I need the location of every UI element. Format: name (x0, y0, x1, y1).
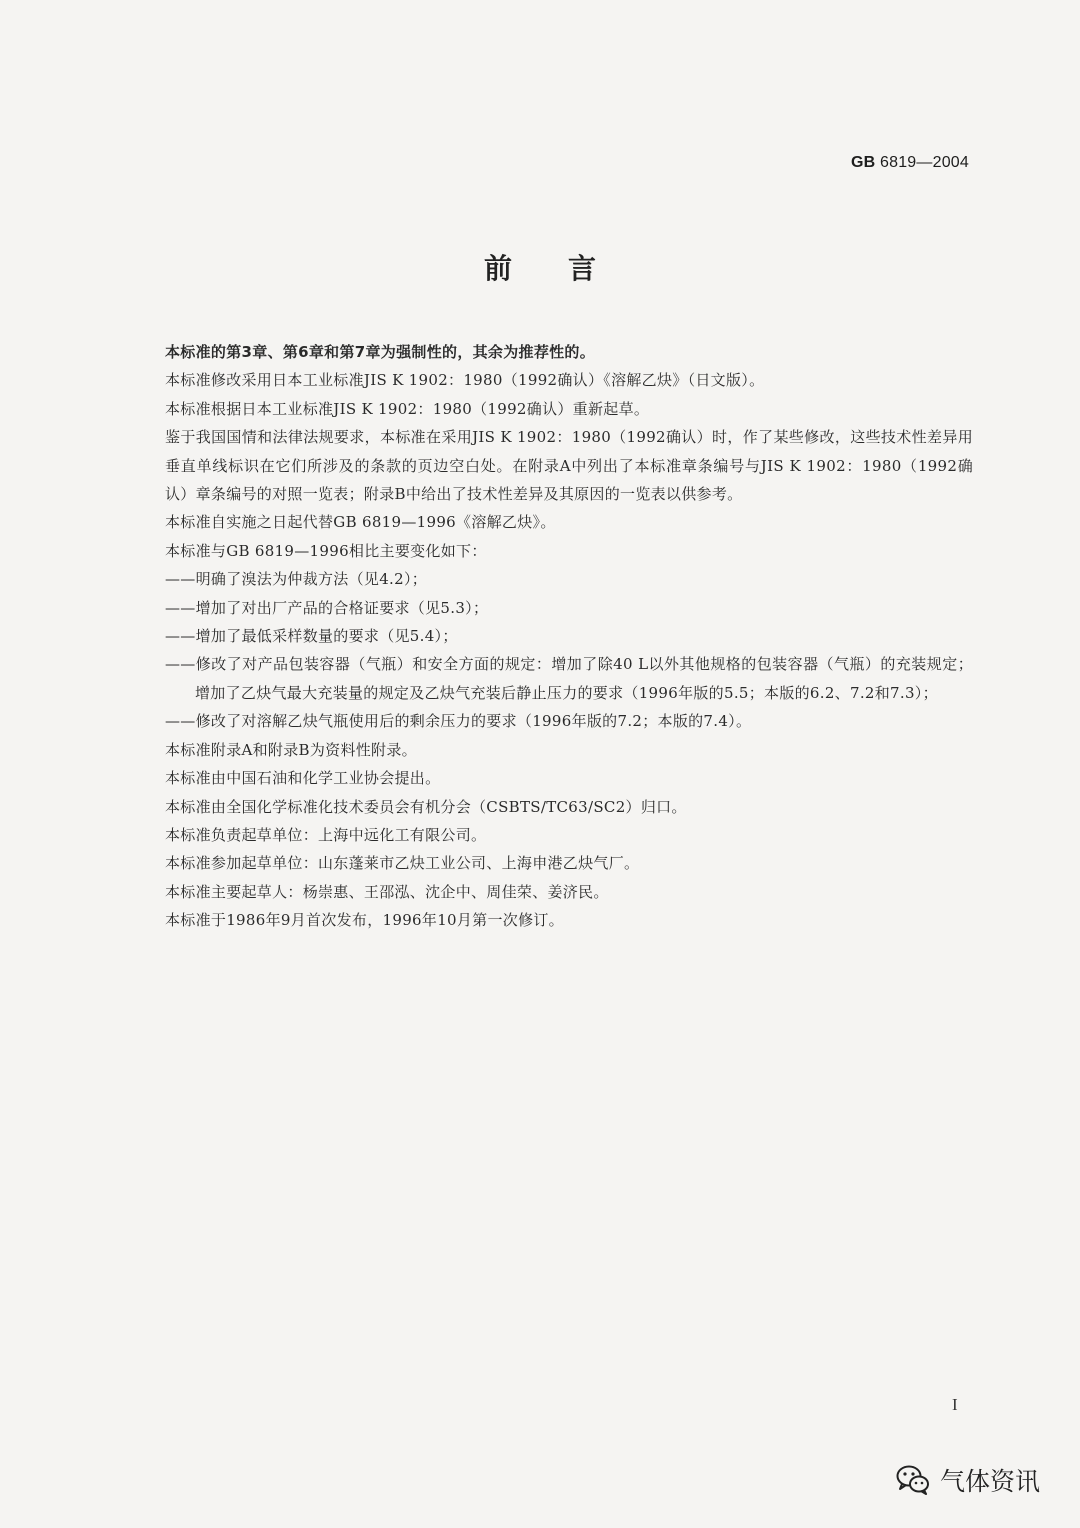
paragraph: 本标准附录A和附录B为资料性附录。 (165, 740, 417, 759)
paragraph: 本标准与GB 6819—1996相比主要变化如下： (165, 541, 487, 560)
standard-prefix: GB (850, 154, 876, 171)
standard-number (851, 154, 969, 172)
paragraph: 本标准主要起草人：杨崇惠、王邵泓、沈企中、周佳荣、姜济民。 (165, 882, 609, 901)
change-list-item: ——增加了最低采样数量的要求（见5.4）； (165, 627, 458, 646)
change-list-item: ——修改了对溶解乙炔气瓶使用后的剩余压力的要求（1996年版的7.2；本版的7.4）。 (165, 712, 752, 731)
page-number: I (952, 1395, 958, 1414)
page-title: 前言 (483, 252, 652, 285)
paragraph: 本标准由全国化学标准化技术委员会有机分会（CSBTS/TC63/SC2）归口。 (165, 797, 687, 816)
paragraph-mandatory-note: 本标准的第3章、第6章和第7章为强制性的，其余为推荐性的。 (165, 343, 596, 361)
change-list-item: ——修改了对产品包装容器（气瓶）和安全方面的规定：增加了除40 L以外其他规格的包装容器（气瓶）的充装规定；增加了乙炔气最大充装量的规定及乙炔气充装后静止压力的要求（1996年版的5.5；本版的6.2、7.2和7.3）； (165, 655, 973, 702)
paragraph: 本标准参加起草单位：山东蓬莱市乙炔工业公司、上海申港乙炔气厂。 (165, 854, 640, 873)
watermark-text: 气体资讯 (940, 1467, 1041, 1496)
foreword-body (165, 338, 973, 935)
paragraph: 本标准自实施之日起代替GB 6819—1996《溶解乙炔》。 (165, 513, 556, 532)
paragraph: 本标准根据日本工业标准JIS K 1902：1980（1992确认）重新起草。 (165, 399, 650, 418)
standard-code: 6819—2004 (880, 154, 969, 171)
paragraph: 鉴于我国国情和法律法规要求，本标准在采用JIS K 1902：1980（1992确认）时，作了某些修改，这些技术性差异用垂直单线标识在它们所涉及的条款的页边空白处。在附录A中列出了本标准章条编号与JIS K 1902：1980（1992确认）章条编号的对照一览表；附录B中给出了技术性差异及其原因的一览表以供参考。 (165, 428, 973, 504)
paragraph: 本标准于1986年9月首次发布，1996年10月第一次修订。 (165, 911, 564, 930)
change-list-item: ——明确了溴法为仲裁方法（见4.2）； (165, 570, 428, 589)
paragraph: 本标准由中国石油和化学工业协会提出。 (165, 769, 441, 788)
paragraph: 本标准负责起草单位：上海中远化工有限公司。 (165, 825, 487, 844)
paragraph: 本标准修改采用日本工业标准JIS K 1902：1980（1992确认）《溶解乙炔》（日文版）。 (165, 371, 765, 390)
wechat-icon (896, 1465, 930, 1495)
change-list-item: ——增加了对出厂产品的合格证要求（见5.3）； (165, 598, 489, 617)
watermark (896, 1462, 1040, 1498)
